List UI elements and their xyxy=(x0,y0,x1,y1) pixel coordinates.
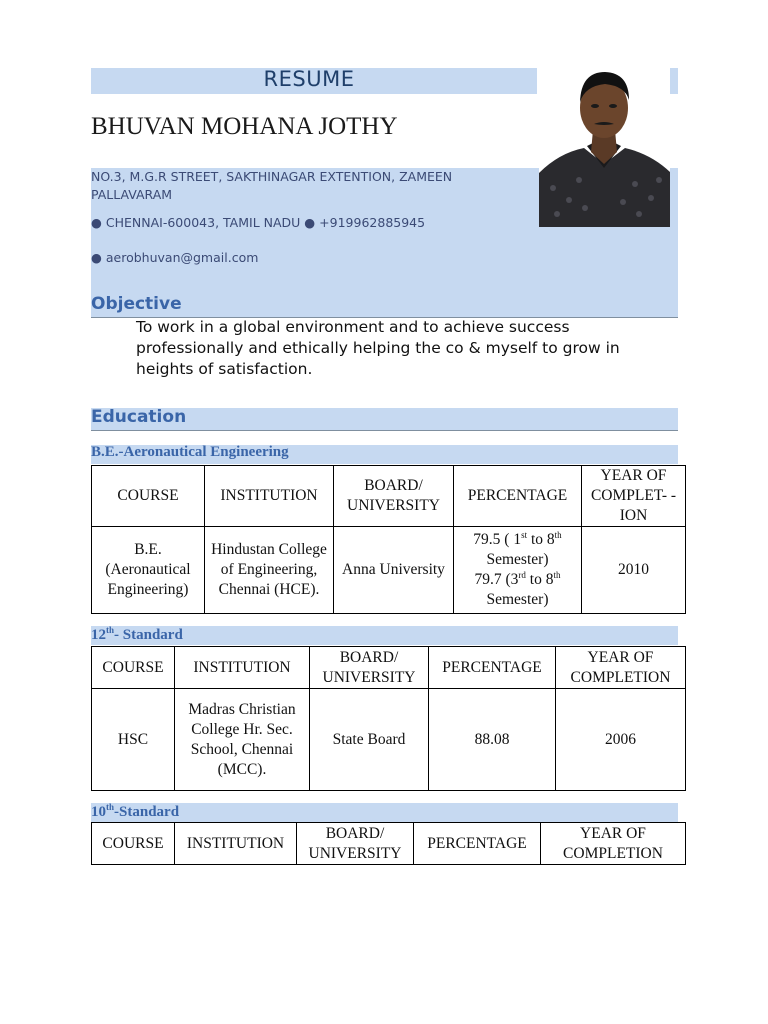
cell-course: HSC xyxy=(92,689,175,791)
resume-title: RESUME xyxy=(263,67,355,91)
header-course: COURSE xyxy=(92,823,175,865)
cell-board: State Board xyxy=(310,689,429,791)
city-phone: ● CHENNAI-600043, TAMIL NADU ● +919962885945 xyxy=(91,215,426,230)
objective-heading: Objective xyxy=(91,294,182,314)
tenth-table xyxy=(91,822,686,865)
cell-year: 2010 xyxy=(582,527,686,614)
table-row xyxy=(92,689,686,791)
email-address: ● aerobhuvan@gmail.com xyxy=(91,250,259,265)
address: NO.3, M.G.R STREET, SAKTHINAGAR EXTENTION, ZAMEEN PALLAVARAM xyxy=(91,169,453,202)
table-header-row xyxy=(92,823,686,865)
profile-photo xyxy=(539,68,670,227)
header-year: YEAR OF COMPLETION xyxy=(556,647,686,689)
header-course: COURSE xyxy=(92,647,175,689)
profile-photo-illustration xyxy=(539,68,670,227)
table-header-row xyxy=(92,466,686,527)
objective-text: To work in a global environment and to achieve success professionally and ethically helping the co & myself to grow in heights of satisfaction. xyxy=(136,318,620,378)
table-row xyxy=(92,527,686,614)
title-bar-end xyxy=(669,68,678,94)
header-percentage: PERCENTAGE xyxy=(454,466,582,527)
percentage-line-2: 79.7 (3rd to 8th Semester) xyxy=(474,569,561,608)
percentage-line-1: 79.5 ( 1st to 8th Semester) xyxy=(473,529,562,568)
header-board: BOARD/ UNIVERSITY xyxy=(310,647,429,689)
be-table xyxy=(91,465,686,614)
tenth-section-bar xyxy=(91,803,678,822)
twelfth-section-heading: 12th- Standard xyxy=(91,625,183,643)
header-course: COURSE xyxy=(92,466,205,527)
cell-board: Anna University xyxy=(334,527,454,614)
cell-percentage: 88.08 xyxy=(429,689,556,791)
header-percentage: PERCENTAGE xyxy=(414,823,541,865)
twelfth-table xyxy=(91,646,686,791)
header-percentage: PERCENTAGE xyxy=(429,647,556,689)
header-year: YEAR OF COMPLET- -ION xyxy=(582,466,686,527)
header-institution: INSTITUTION xyxy=(175,647,310,689)
cell-institution: Madras Christian College Hr. Sec. School, Chennai (MCC). xyxy=(175,689,310,791)
candidate-name: BHUVAN MOHANA JOTHY xyxy=(91,113,398,140)
cell-institution: Hindustan College of Engineering, Chennai (HCE). xyxy=(205,527,334,614)
header-year: YEAR OF COMPLETION xyxy=(541,823,686,865)
tenth-section-heading: 10th-Standard xyxy=(91,802,180,820)
cell-course: B.E. (Aeronautical Engineering) xyxy=(92,527,205,614)
header-institution: INSTITUTION xyxy=(205,466,334,527)
education-heading: Education xyxy=(91,407,187,427)
cell-year: 2006 xyxy=(556,689,686,791)
cell-percentage xyxy=(454,527,582,614)
header-board: BOARD/ UNIVERSITY xyxy=(297,823,414,865)
education-divider xyxy=(91,430,678,431)
header-board: BOARD/ UNIVERSITY xyxy=(334,466,454,527)
table-header-row xyxy=(92,647,686,689)
header-institution: INSTITUTION xyxy=(175,823,297,865)
be-section-heading: B.E.-Aeronautical Engineering xyxy=(91,444,289,460)
